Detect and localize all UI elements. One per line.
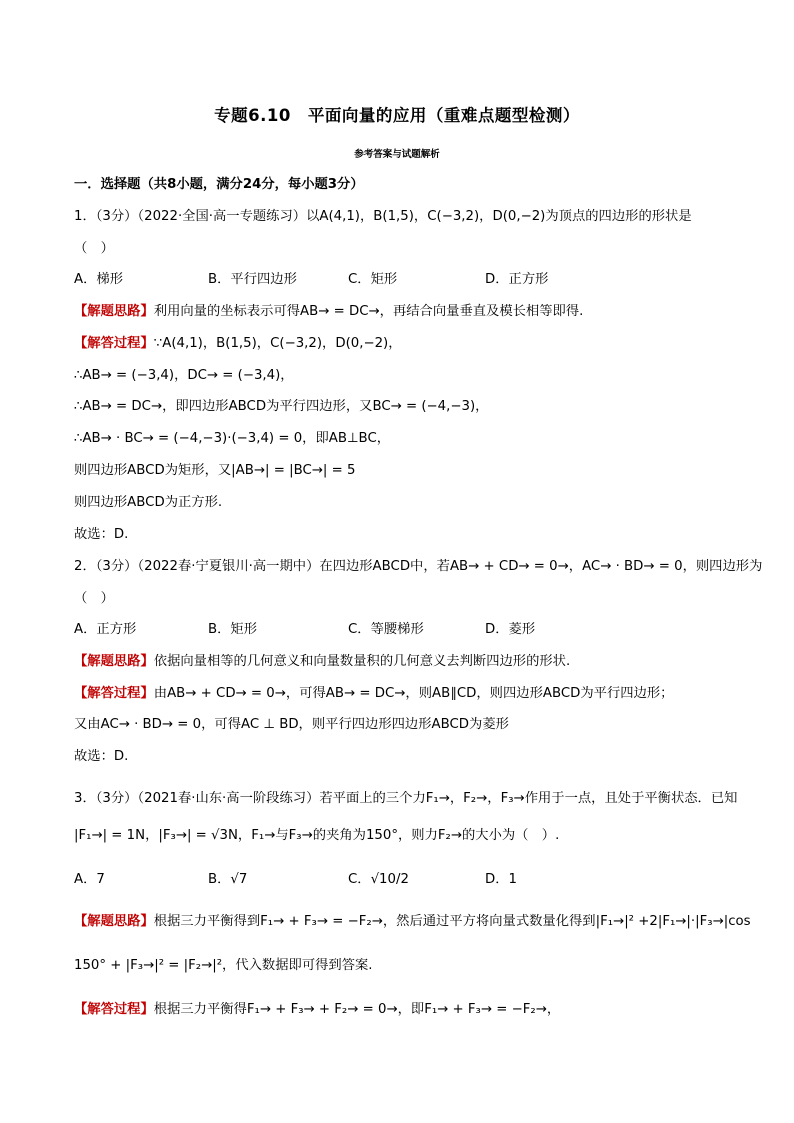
q1-paren: （ ） (74, 241, 114, 256)
idea-tag: 【解题思路】 (74, 654, 154, 669)
q1-idea (74, 303, 583, 321)
q2-proc-text: 由AB→ + CD→ = 0→，可得AB→ = DC→，则AB∥CD，则四边形ABCD为平行四边形； (153, 686, 674, 701)
q1-answer: 故选：D. (74, 527, 129, 542)
q2-answer: 故选：D. (74, 749, 129, 764)
page-title: 专题6.10 平面向量的应用（重难点题型检测） (214, 106, 580, 125)
q3-idea2: 150° + |F₃→|² = |F₂→|²，代入数据即可得到答案. (74, 958, 373, 973)
q1-proc-text: ∵A(4,1)，B(1,5)，C(−3,2)，D(0,−2)， (153, 336, 402, 351)
q2-option-b: B．矩形 (208, 622, 258, 637)
section-heading: 一．选择题（共8小题，满分24分，每小题3分） (74, 177, 364, 192)
proc-tag: 【解答过程】 (74, 336, 154, 351)
q3-option-b: B．√7 (208, 872, 248, 887)
q3-option-d: D．1 (485, 872, 517, 887)
q2-stem: 2．（3分）（2022春·宁夏银川·高一期中）在四边形ABCD中，若AB→ + CD→ = 0→，AC→ · BD→ = 0，则四边形为 (74, 559, 763, 574)
proc-tag: 【解答过程】 (74, 1002, 154, 1017)
q2-option-a: A．正方形 (74, 622, 137, 637)
q1-proc-1: ∴AB→ = (−3,4)，DC→ = (−3,4)， (74, 368, 294, 383)
q1-option-b: B．平行四边形 (208, 272, 297, 287)
q1-option-a: A．梯形 (74, 272, 123, 287)
q2-option-d: D．菱形 (485, 622, 536, 637)
q3-stem: 3．（3分）（2021春·山东·高一阶段练习）若平面上的三个力F₁→，F₂→，F₃→作用于一点，且处于平衡状态．已知 (74, 791, 738, 806)
q2-proc-1: 又由AC→ · BD→ = 0，可得AC ⊥ BD，则平行四边形四边形ABCD为菱形 (74, 717, 509, 732)
q2-option-c: C．等腰梯形 (348, 622, 424, 637)
q1-option-d: D．正方形 (485, 272, 549, 287)
idea-tag: 【解题思路】 (74, 914, 154, 929)
q2-idea (74, 653, 570, 671)
idea-tag: 【解题思路】 (74, 304, 154, 319)
q3-proc-text: 根据三力平衡得F₁→ + F₃→ + F₂→ = 0→，即F₁→ + F₃→ = −F₂→， (153, 1002, 561, 1017)
q2-idea-text: 依据向量相等的几何意义和向量数量积的几何意义去判断四边形的形状. (153, 654, 571, 669)
q1-proc-3: ∴AB→ · BC→ = (−4,−3)·(−3,4) = 0，即AB⊥BC， (74, 431, 391, 446)
q3-proc-0 (74, 1001, 560, 1019)
q1-stem: 1．（3分）（2022·全国·高一专题练习）以A(4,1)，B(1,5)，C(−3,2)，D(0,−2)为顶点的四边形的形状是 (74, 209, 692, 224)
q1-idea-text: 利用向量的坐标表示可得AB→ = DC→，再结合向量垂直及模长相等即得. (153, 304, 584, 319)
q2-proc-0 (74, 685, 673, 703)
q1-option-c: C．矩形 (348, 272, 398, 287)
q1-proc-2: ∴AB→ = DC→，即四边形ABCD为平行四边形，又BC→ = (−4,−3)， (74, 399, 489, 414)
proc-tag: 【解答过程】 (74, 686, 154, 701)
q3-option-a: A．7 (74, 872, 105, 887)
q1-proc-4: 则四边形ABCD为矩形，又|AB→| = |BC→| = 5 (74, 463, 356, 478)
q1-proc-5: 则四边形ABCD为正方形. (74, 495, 223, 510)
q3-stem2: |F₁→| = 1N，|F₃→| = √3N，F₁→与F₃→的夹角为150°，则力F₂→的大小为（ ）. (74, 828, 560, 843)
page-subtitle: 参考答案与试题解析 (354, 149, 440, 160)
q2-paren: （ ） (74, 591, 114, 606)
q3-idea (74, 913, 751, 931)
q3-option-c: C．√10/2 (348, 872, 409, 887)
q1-proc-0 (74, 335, 402, 353)
q3-idea-text: 根据三力平衡得到F₁→ + F₃→ = −F₂→，然后通过平方将向量式数量化得到|F₁→|² +2|F₁→|·|F₃→|cos (153, 914, 751, 929)
